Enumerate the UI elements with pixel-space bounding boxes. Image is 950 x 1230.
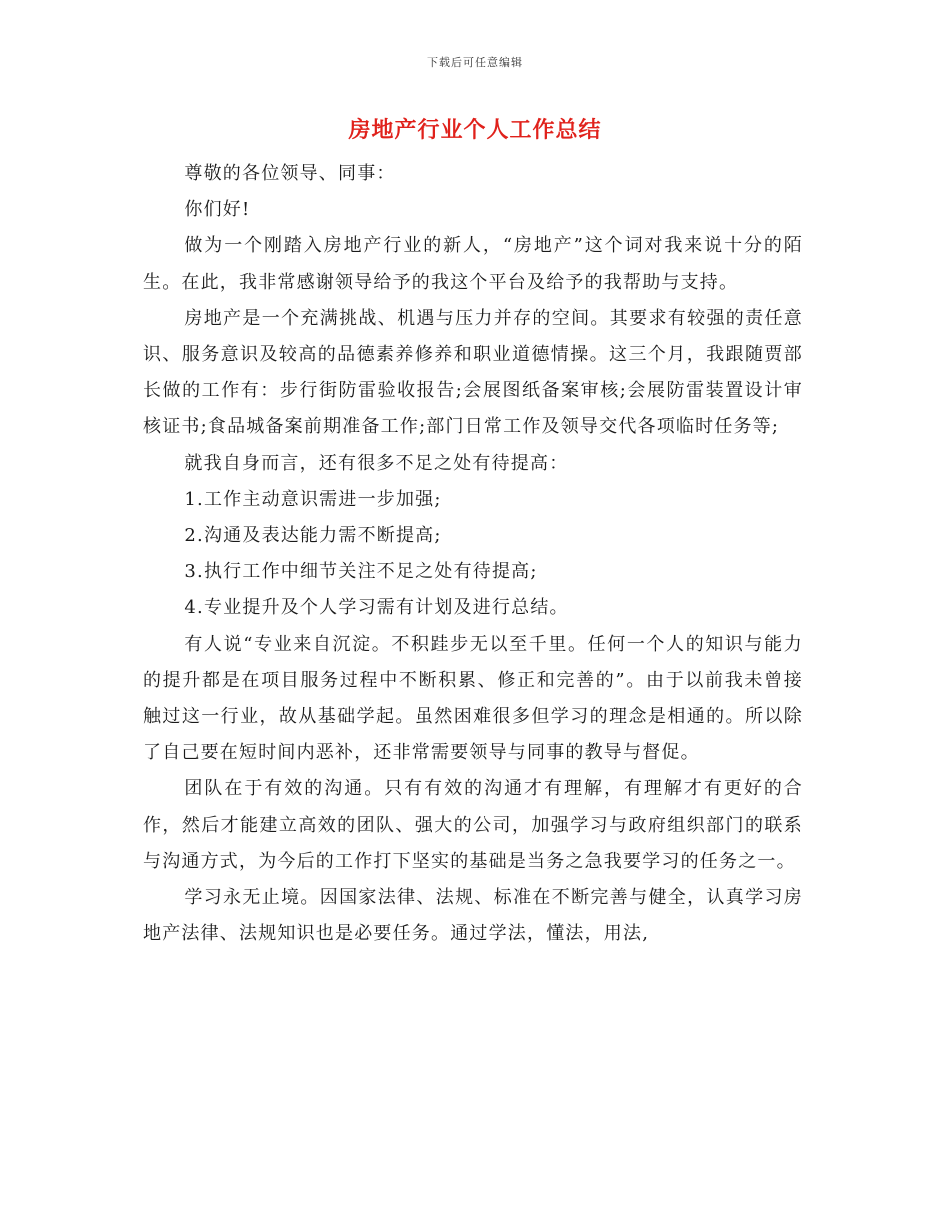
- list-item: 2.沟通及表达能力需不断提高;: [184, 525, 442, 547]
- document-body: [143, 156, 803, 952]
- document-title: 房地产行业个人工作总结: [348, 117, 602, 143]
- body-paragraph: 做为一个刚踏入房地产行业的新人，“房地产”这个词对我来说十分的陌生。在此，我非常感谢领导给予的我这个平台及给予的我帮助与支持。: [143, 235, 803, 293]
- body-paragraph: 有人说“专业来自沉淀。不积跬步无以至千里。任何一个人的知识与能力的提升都是在项目服务过程中不断积累、修正和完善的”。由于以前我未曾接触过这一行业，故从基础学起。虽然困难很多但学习的理念是相通的。所以除了自己要在短时间内恶补，还非常需要领导与同事的教导与督促。: [143, 633, 803, 764]
- body-paragraph: 就我自身而言，还有很多不足之处有待提高：: [184, 452, 569, 474]
- header-note: 下载后可任意编辑: [427, 56, 523, 69]
- body-paragraph: 学习永无止境。因国家法律、法规、标准在不断完善与健全，认真学习房地产法律、法规知识也是必要任务。通过学法，懂法，用法,: [143, 887, 803, 945]
- greeting-paragraph: 尊敬的各位领导、同事：: [184, 163, 396, 184]
- list-item: 3.执行工作中细节关注不足之处有待提高;: [184, 561, 538, 583]
- list-item: 1.工作主动意识需进一步加强;: [184, 488, 442, 510]
- body-paragraph: 团队在于有效的沟通。只有有效的沟通才有理解，有理解才有更好的合作，然后才能建立高效的团队、强大的公司，加强学习与政府组织部门的联系与沟通方式，为今后的工作打下坚实的基础是当务之急我要学习的任务之一。: [143, 778, 803, 872]
- list-item: 4.专业提升及个人学习需有计划及进行总结。: [184, 597, 569, 619]
- salutation-paragraph: 你们好!: [184, 199, 251, 221]
- body-paragraph: 房地产是一个充满挑战、机遇与压力并存的空间。其要求有较强的责任意识、服务意识及较高的品德素养修养和职业道德情操。这三个月，我跟随贾部长做的工作有：步行街防雷验收报告;会展图纸备案审核;会展防雷装置设计审核证书;食品城备案前期准备工作;部门日常工作及领导交代各项临时任务等;: [143, 307, 803, 438]
